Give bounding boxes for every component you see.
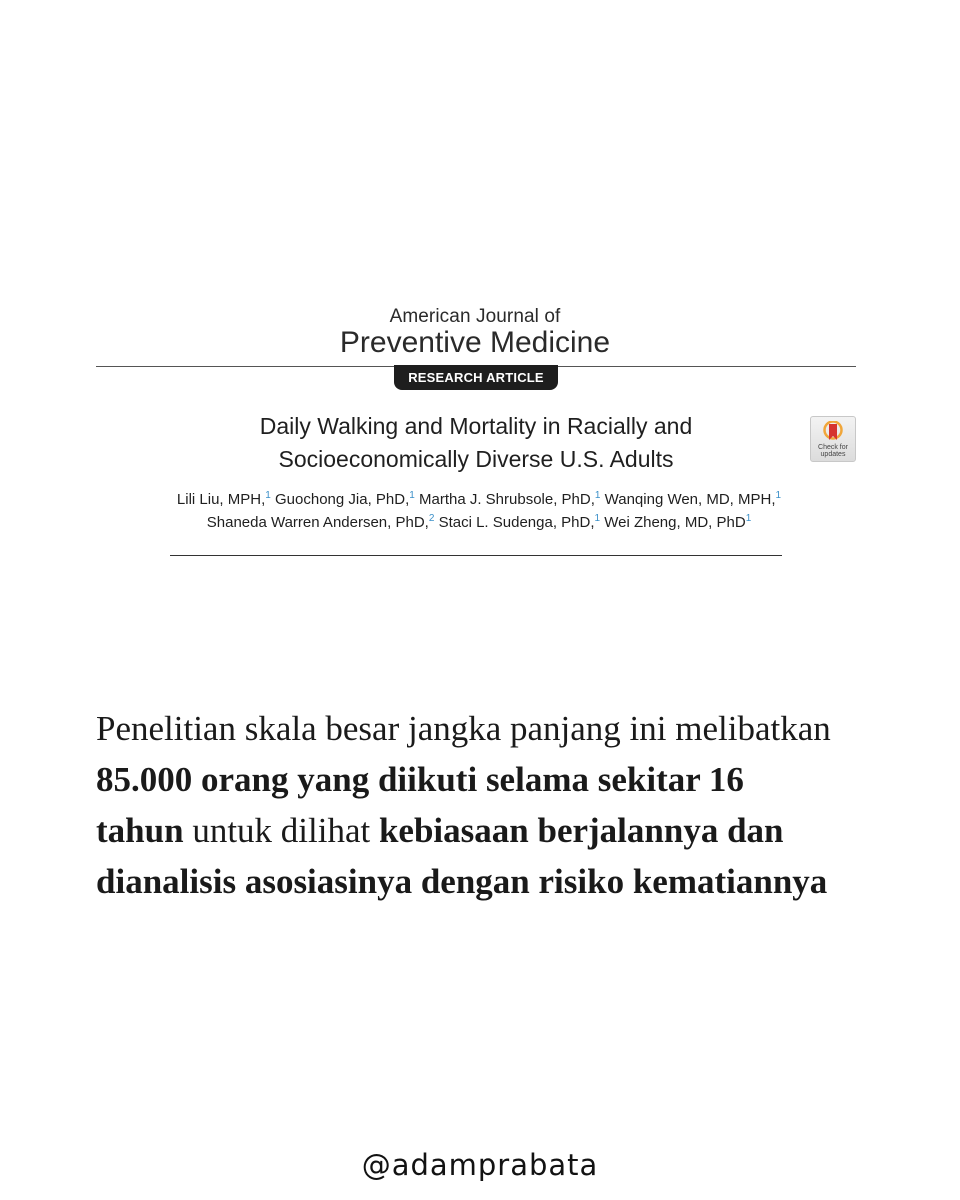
journal-name-large: Preventive Medicine — [339, 326, 611, 359]
author-name: Shaneda Warren Andersen, PhD, — [206, 514, 429, 531]
author-name: Wanqing Wen, MD, MPH, — [604, 491, 776, 508]
author-name: Guochong Jia, PhD, — [275, 491, 410, 508]
check-for-updates-label — [811, 443, 855, 458]
author-divider — [170, 555, 782, 556]
affiliation-number: 1 — [265, 490, 271, 501]
author-list — [96, 488, 862, 534]
article-title-line1: Daily Walking and Mortality in Racially and — [259, 413, 693, 439]
article-title — [96, 410, 856, 476]
affiliation-number: 2 — [428, 513, 435, 524]
caption-paragraph — [96, 703, 836, 907]
author-name: Wei Zheng, MD, PhD — [604, 514, 746, 531]
check-for-updates-button[interactable] — [810, 416, 856, 462]
check-label-line2: updates — [820, 451, 846, 458]
journal-name-small: American Journal of — [389, 306, 561, 327]
caption-text: Penelitian skala besar jangka panjang ini melibatkan — [96, 709, 831, 748]
caption-bold-text: kebiasaan berjalannya dan dianalisis asosiasinya dengan risiko kematiannya — [96, 811, 828, 901]
affiliation-number: 1 — [409, 490, 415, 501]
caption-bold-text: 85.000 orang yang diikuti selama sekitar 16 tahun — [96, 760, 744, 850]
author-name: Martha J. Shrubsole, PhD, — [418, 491, 595, 508]
affiliation-number: 1 — [745, 513, 752, 524]
author-line-1 — [96, 488, 862, 511]
affiliation-number: 1 — [594, 490, 601, 501]
affiliation-number: 1 — [775, 490, 782, 501]
caption-text: untuk dilihat — [183, 811, 379, 850]
article-type-badge: RESEARCH ARTICLE — [394, 365, 558, 390]
affiliation-number: 1 — [594, 513, 601, 524]
author-handle: @adamprabata — [361, 1148, 599, 1182]
author-name: Staci L. Sudenga, PhD, — [438, 514, 595, 531]
check-label-line1: Check for — [818, 444, 848, 451]
author-name: Lili Liu, MPH, — [176, 491, 266, 508]
author-line-2 — [96, 511, 862, 534]
article-title-line2: Socioeconomically Diverse U.S. Adults — [278, 446, 674, 472]
bookmark-ribbon-icon — [823, 421, 843, 443]
